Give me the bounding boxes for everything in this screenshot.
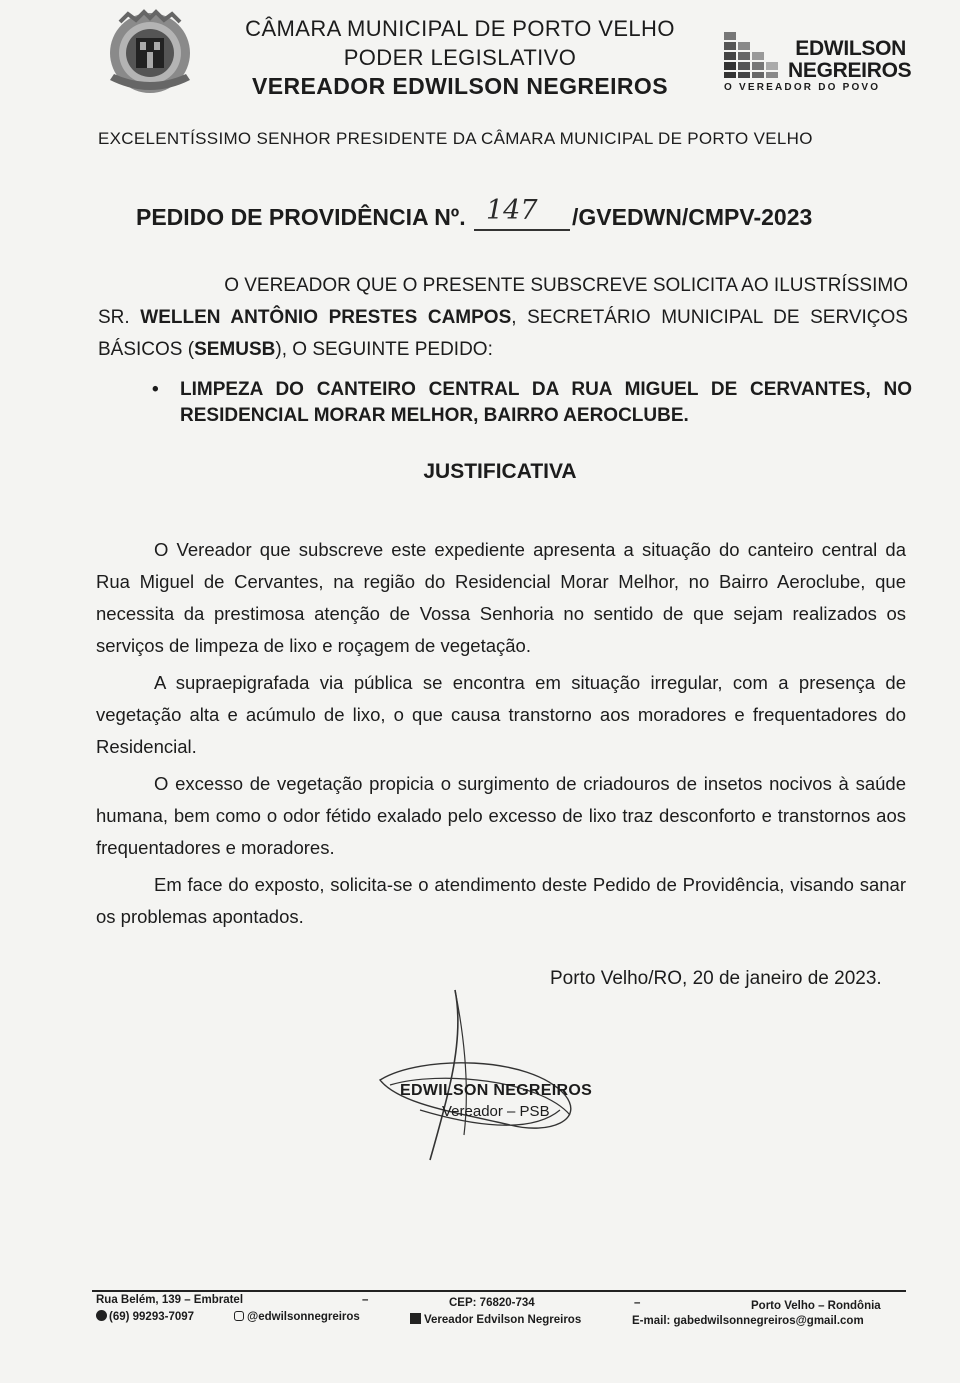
justification-paragraph: O excesso de vegetação propicia o surgimento de criadouros de insetos nocivos à saúde humana, bem como o odor fétido exalado pelo excesso de lixo traz desconforto e transtornos aos frequentadores e moradores. xyxy=(96,773,906,858)
coat-of-arms-icon xyxy=(100,8,200,100)
footer-facebook-text: Vereador Edvilson Negreiros xyxy=(424,1314,582,1326)
footer-city: Porto Velho – Rondônia xyxy=(751,1300,881,1312)
intro-paragraph xyxy=(98,270,908,366)
footer-cep: CEP: 76820-734 xyxy=(449,1297,535,1309)
whatsapp-icon xyxy=(96,1310,107,1321)
request-prefix: PEDIDO DE PROVIDÊNCIA Nº. xyxy=(136,204,466,230)
secretary-role: , SECRETÁRIO MUNICIPAL DE SERVIÇOS BÁSICOS ( xyxy=(98,307,908,360)
bullet-icon: • xyxy=(152,379,159,400)
intro-sr: SR. xyxy=(98,307,130,328)
footer-divider xyxy=(92,1290,906,1292)
footer-instagram-text: @edwilsonnegreiros xyxy=(247,1311,360,1323)
edwilson-logo xyxy=(722,32,912,102)
councilor-name: VEREADOR EDWILSON NEGREIROS xyxy=(252,73,668,99)
justification-paragraph: A supraepigrafada via pública se encontra em situação irregular, com a presença de vegetação alta e acúmulo de lixo, o que causa transtorno aos moradores e frequentadores do Residencial. xyxy=(96,672,906,757)
justification-paragraph: O Vereador que subscreve este expediente apresenta a situação do canteiro central da Rua Miguel de Cervantes, na região do Residencial Morar Melhor, no Bairro Aeroclube, que necessita da prestimosa atenção de Vossa Senhoria no sentido de que sejam realizados os serviços de limpeza de lixo e roçagem de vegetação. xyxy=(96,539,906,656)
justification-title: JUSTIFICATIVA xyxy=(423,460,577,483)
logo-name-last: NEGREIROS xyxy=(788,59,912,82)
logo-tagline: O VEREADOR DO POVO xyxy=(724,82,881,93)
footer-dash: – xyxy=(362,1294,369,1306)
request-title xyxy=(136,195,813,231)
intro-tail: ), O SEGUINTE PEDIDO: xyxy=(275,339,493,360)
letterhead xyxy=(215,14,705,101)
justification-paragraph: Em face do exposto, solicita-se o atendimento deste Pedido de Providência, visando sanar os problemas apontados. xyxy=(96,874,906,927)
handwritten-number: 147 xyxy=(485,195,538,226)
footer-facebook xyxy=(410,1313,581,1326)
footer-street: Rua Belém, 139 – Embratel xyxy=(96,1294,244,1306)
institution-name: CÂMARA MUNICIPAL DE PORTO VELHO xyxy=(245,16,675,41)
facebook-icon xyxy=(410,1313,421,1324)
request-suffix: /GVEDWN/CMPV-2023 xyxy=(571,204,813,230)
request-number-field xyxy=(474,195,570,231)
handwritten-signature xyxy=(360,985,600,1175)
signer-name: EDWILSON NEGREIROS xyxy=(400,1082,593,1099)
addressee: EXCELENTÍSSIMO SENHOR PRESIDENTE DA CÂMARA MUNICIPAL DE PORTO VELHO xyxy=(98,129,813,148)
request-item xyxy=(152,377,912,429)
institution-branch: PODER LEGISLATIVO xyxy=(343,45,577,70)
bar-grid-icon xyxy=(724,32,786,80)
footer-email: E-mail: gabedwilsonnegreiros@gmail.com xyxy=(632,1315,864,1327)
date-line: Porto Velho/RO, 20 de janeiro de 2023. xyxy=(550,968,882,989)
instagram-icon xyxy=(234,1311,244,1321)
intro-line-1: O VEREADOR QUE O PRESENTE SUBSCREVE SOLICITA AO ILUSTRÍSSIMO xyxy=(224,275,908,296)
request-item-text: LIMPEZA DO CANTEIRO CENTRAL DA RUA MIGUEL DE CERVANTES, NO RESIDENCIAL MORAR MELHOR, BAIRRO AEROCLUBE. xyxy=(180,379,912,426)
signer-role: Vereador – PSB xyxy=(442,1103,550,1120)
footer-instagram xyxy=(234,1311,360,1323)
footer-phone xyxy=(96,1310,194,1323)
justification-body xyxy=(96,534,906,938)
footer-dash: – xyxy=(634,1297,641,1309)
footer-phone-text: (69) 99293-7097 xyxy=(109,1311,195,1323)
secretary-name: WELLEN ANTÔNIO PRESTES CAMPOS xyxy=(140,307,512,328)
organization-acronym: SEMUSB xyxy=(194,339,276,360)
logo-name-first: EDWILSON xyxy=(795,37,906,60)
